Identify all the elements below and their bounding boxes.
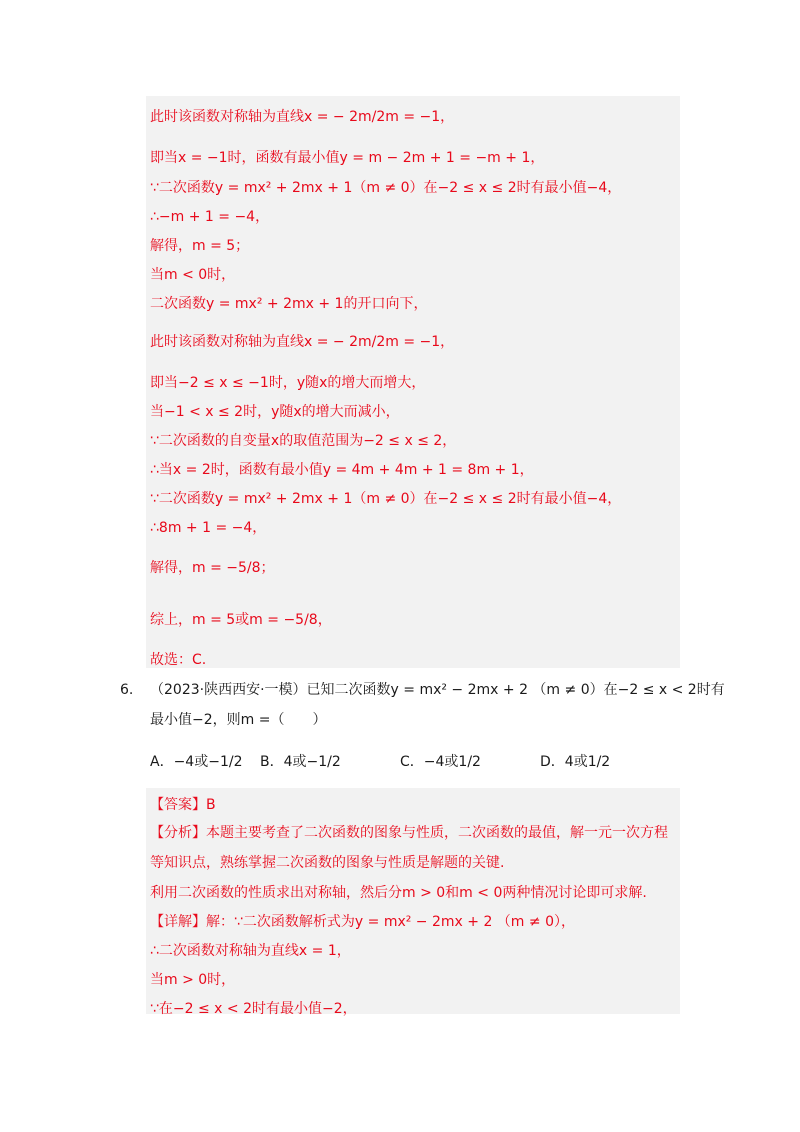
solution-line: 当−1 < x ≤ 2时，y随x的增大而减小，	[150, 404, 400, 420]
solution-line: ∴−m + 1 = −4，	[150, 209, 270, 225]
option-c-label: C．	[400, 754, 424, 770]
solution-line: 即当x = −1时，函数有最小值y = m − 2m + 1 = −m + 1，	[150, 150, 545, 166]
solution-line: 解得，m = 5；	[150, 238, 250, 254]
option-a-label: A．	[150, 754, 174, 770]
detail-line: ∴二次函数对称轴为直线x = 1，	[150, 943, 351, 959]
solution-line: 解得，m = −5/8；	[150, 560, 275, 576]
detail-line: 当m > 0时，	[150, 972, 236, 988]
question-number: 6.	[120, 682, 134, 698]
question-stem-line2: 最小值−2，则m =（ ）	[150, 712, 327, 728]
option-a[interactable]	[150, 752, 242, 772]
solution-line: ∴8m + 1 = −4，	[150, 520, 267, 536]
detail-line: 【详解】解：∵二次函数解析式为y = mx² − 2mx + 2 （m ≠ 0），	[150, 914, 575, 930]
option-b-label: B．	[260, 754, 284, 770]
question-stem-line1: （2023·陕西西安·一模）已知二次函数y = mx² − 2mx + 2 （m ≠ 0）在−2 ≤ x < 2时有	[150, 682, 725, 698]
analysis-line: 【分析】本题主要考查了二次函数的图象与性质，二次函数的最值，解一元一次方程	[150, 825, 668, 841]
solution-line: ∴当x = 2时，函数有最小值y = 4m + 4m + 1 = 8m + 1，	[150, 462, 534, 478]
solution-line: 即当−2 ≤ x ≤ −1时，y随x的增大而增大，	[150, 375, 426, 391]
option-d[interactable]	[540, 752, 610, 772]
solution-line: ∵二次函数y = mx² + 2mx + 1（m ≠ 0）在−2 ≤ x ≤ 2时有最小值−4，	[150, 491, 622, 507]
option-d-text: 4或1/2	[564, 754, 611, 770]
analysis-line: 利用二次函数的性质求出对称轴，然后分m > 0和m < 0两种情况讨论即可求解.	[150, 885, 647, 901]
solution-line: 故选：C.	[150, 652, 207, 668]
analysis-line: 等知识点，熟练掌握二次函数的图象与性质是解题的关键.	[150, 855, 505, 871]
solution-line: ∵二次函数y = mx² + 2mx + 1（m ≠ 0）在−2 ≤ x ≤ 2时有最小值−4，	[150, 180, 622, 196]
detail-line: ∵在−2 ≤ x < 2时有最小值−2，	[150, 1001, 357, 1017]
solution-line: 综上，m = 5或m = −5/8，	[150, 612, 332, 628]
solution-line: 当m < 0时，	[150, 267, 236, 283]
option-a-text: −4或−1/2	[173, 754, 243, 770]
option-c[interactable]	[400, 752, 481, 772]
solution-line: 此时该函数对称轴为直线x = − 2m/2m = −1，	[150, 109, 455, 125]
option-d-label: D．	[540, 754, 565, 770]
answer-line: 【答案】B	[150, 797, 216, 813]
option-b-text: 4或−1/2	[283, 754, 341, 770]
option-b[interactable]	[260, 752, 341, 772]
option-c-text: −4或1/2	[423, 754, 481, 770]
solution-line: 二次函数y = mx² + 2mx + 1的开口向下，	[150, 296, 428, 312]
solution-line: ∵二次函数的自变量x的取值范围为−2 ≤ x ≤ 2，	[150, 433, 457, 449]
solution-line: 此时该函数对称轴为直线x = − 2m/2m = −1，	[150, 334, 455, 350]
